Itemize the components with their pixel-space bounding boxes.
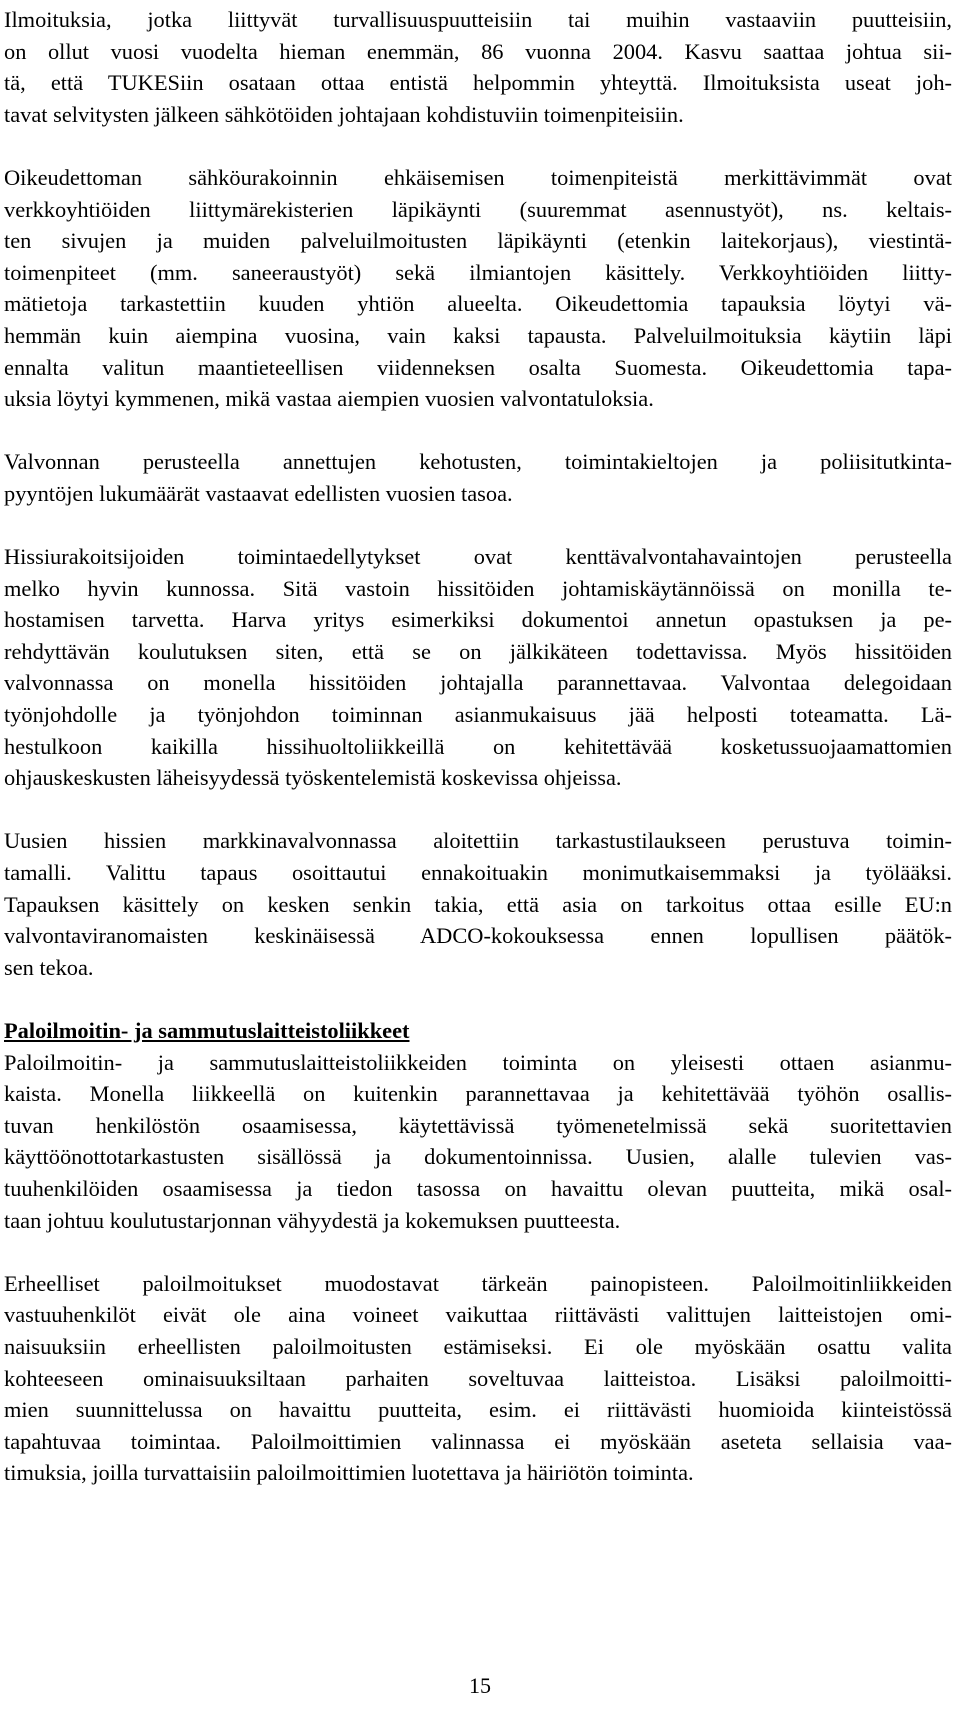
- text-line: tuvan henkilöstön osaamisessa, käytettävissä työmenetelmissä sekä suoritettavien: [4, 1112, 952, 1138]
- text-line: Tapauksen käsittely on kesken senkin takia, että asia on tarkoitus ottaa esille EU:n: [4, 891, 952, 917]
- text-line: kaista. Monella liikkeellä on kuitenkin parannettavaa ja kehitettävää työhön osallis-: [4, 1081, 952, 1107]
- text-line: sen tekoa.: [4, 954, 94, 980]
- text-line: toimenpiteet (mm. saneeraustyöt) sekä ilmiantojen käsittely. Verkkoyhtiöiden liitty-: [4, 259, 952, 285]
- text-line: hemmän kuin aiempina vuosina, vain kaksi tapausta. Palveluilmoituksia käytiin läpi: [4, 322, 952, 348]
- text-line: ten sivujen ja muiden palveluilmoitusten läpikäynti (etenkin laitekorjaus), viestintä-: [4, 228, 952, 254]
- paragraph: [4, 446, 952, 509]
- paragraph-gap: [4, 794, 952, 826]
- text-line: Hissiurakoitsijoiden toimintaedellytykset ovat kenttävalvontahavaintojen perusteella: [4, 544, 952, 570]
- text-line: timuksia, joilla turvattaisiin paloilmoittimien luotettava ja häiriötön toiminta.: [4, 1460, 694, 1486]
- text-line: tapahtuvaa toimintaa. Paloilmoittimien valinnassa ei myöskään aseteta sellaisia vaa-: [4, 1428, 952, 1454]
- text-line: hostamisen tarvetta. Harva yritys esimerkiksi dokumentoi annetun opastuksen ja pe-: [4, 607, 952, 633]
- text-line: mien suunnittelussa on havaittu puutteita, esim. ei riittävästi huomioida kiinteistössä: [4, 1397, 952, 1423]
- text-line: verkkoyhtiöiden liittymärekisterien läpikäynti (suuremmat asennustyöt), ns. keltais-: [4, 196, 952, 222]
- text-line: melko hyvin kunnossa. Sitä vastoin hissitöiden johtamiskäytännöissä on monilla te-: [4, 575, 952, 601]
- text-line: Valvonnan perusteella annettujen kehotusten, toimintakieltojen ja poliisitutkinta-: [4, 449, 952, 475]
- paragraph-gap: [4, 510, 952, 542]
- paragraph-gap: [4, 1236, 952, 1268]
- text-line: mätietoja tarkastettiin kuuden yhtiön alueelta. Oikeudettomia tapauksia löytyi vä-: [4, 291, 952, 317]
- paragraph: [4, 1268, 952, 1489]
- paragraph-gap: [4, 415, 952, 447]
- text-line: Erheelliset paloilmoitukset muodostavat tärkeän painopisteen. Paloilmoitinliikkeiden: [4, 1270, 952, 1296]
- text-line: Oikeudettoman sähköurakoinnin ehkäisemisen toimenpiteistä merkittävimmät ovat: [4, 164, 952, 190]
- text-line: naisuuksiin erheellisten paloilmoitusten estämiseksi. Ei ole myöskään osattu valita: [4, 1333, 952, 1359]
- text-line: taan johtuu koulutustarjonnan vähyydestä ja kokemuksen puutteesta.: [4, 1207, 621, 1233]
- text-line: on ollut vuosi vuodelta hieman enemmän, 86 vuonna 2004. Kasvu saattaa johtua sii-: [4, 38, 952, 64]
- text-line: työnjohdolle ja työnjohdon toiminnan asianmukaisuus jää helposti toteamatta. Lä-: [4, 702, 952, 728]
- text-line: hestulkoon kaikilla hissihuoltoliikkeillä on kehitettävää kosketussuojaamattomien: [4, 733, 952, 759]
- page-number: 15: [469, 1673, 491, 1698]
- text-line: käyttöönottotarkastusten sisällössä ja dokumentoinnissa. Uusien, alalle tulevien vas-: [4, 1144, 952, 1170]
- paragraph: [4, 825, 952, 983]
- text-line: tavat selvitysten jälkeen sähkötöiden johtajaan kohdistuviin toimenpiteisiin.: [4, 101, 684, 127]
- text-line: rehdyttävän koulutuksen siten, että se on jälkikäteen todettavissa. Myös hissitöiden: [4, 638, 952, 664]
- text-line: valvontaviranomaisten keskinäisessä ADCO-kokouksessa ennen lopullisen päätök-: [4, 923, 952, 949]
- text-line: tuuhenkilöiden osaamisessa ja tiedon tasossa on havaittu olevan puutteita, mikä osal-: [4, 1175, 952, 1201]
- text-line: tamalli. Valittu tapaus osoittautui ennakoituakin monimutkaisemmaksi ja työlääksi.: [4, 860, 952, 886]
- paragraph: [4, 4, 952, 130]
- text-line: valvonnassa on monella hissitöiden johtajalla parannettavaa. Valvontaa delegoidaan: [4, 670, 952, 696]
- text-line: ennalta valitun maantieteellisen viidenneksen osalta Suomesta. Oikeudettomia tapa-: [4, 354, 952, 380]
- paragraph-gap: [4, 130, 952, 162]
- text-line: uksia löytyi kymmenen, mikä vastaa aiempien vuosien valvontatuloksia.: [4, 386, 654, 412]
- text-line: ohjauskeskusten läheisyydessä työskentelemistä koskevissa ohjeissa.: [4, 765, 622, 791]
- paragraph-gap: [4, 983, 952, 1015]
- paragraph: [4, 162, 952, 415]
- paragraph: [4, 541, 952, 794]
- text-line: pyyntöjen lukumäärät vastaavat edellisten vuosien tasoa.: [4, 480, 513, 506]
- text-line: Ilmoituksia, jotka liittyvät turvallisuuspuutteisiin tai muihin vastaaviin puutteisiin,: [4, 7, 952, 32]
- text-line: vastuuhenkilöt eivät ole aina voineet vaikuttaa riittävästi valittujen laitteistojen omi-: [4, 1302, 952, 1328]
- text-line: Uusien hissien markkinavalvonnassa aloitettiin tarkastustilaukseen perustuva toimin-: [4, 828, 952, 854]
- text-line: tä, että TUKESiin osataan ottaa entistä helpommin yhteyttä. Ilmoituksista useat joh-: [4, 70, 952, 96]
- text-line: kohteeseen ominaisuuksiltaan parhaiten soveltuvaa laitteistoa. Lisäksi paloilmoitti-: [4, 1365, 952, 1391]
- section-heading: Paloilmoitin- ja sammutuslaitteistoliikkeet: [4, 1018, 410, 1043]
- paragraph: [4, 1047, 952, 1237]
- body-text: [4, 4, 952, 1489]
- text-line: Paloilmoitin- ja sammutuslaitteistoliikkeiden toiminta on yleisesti ottaen asianmu-: [4, 1049, 952, 1075]
